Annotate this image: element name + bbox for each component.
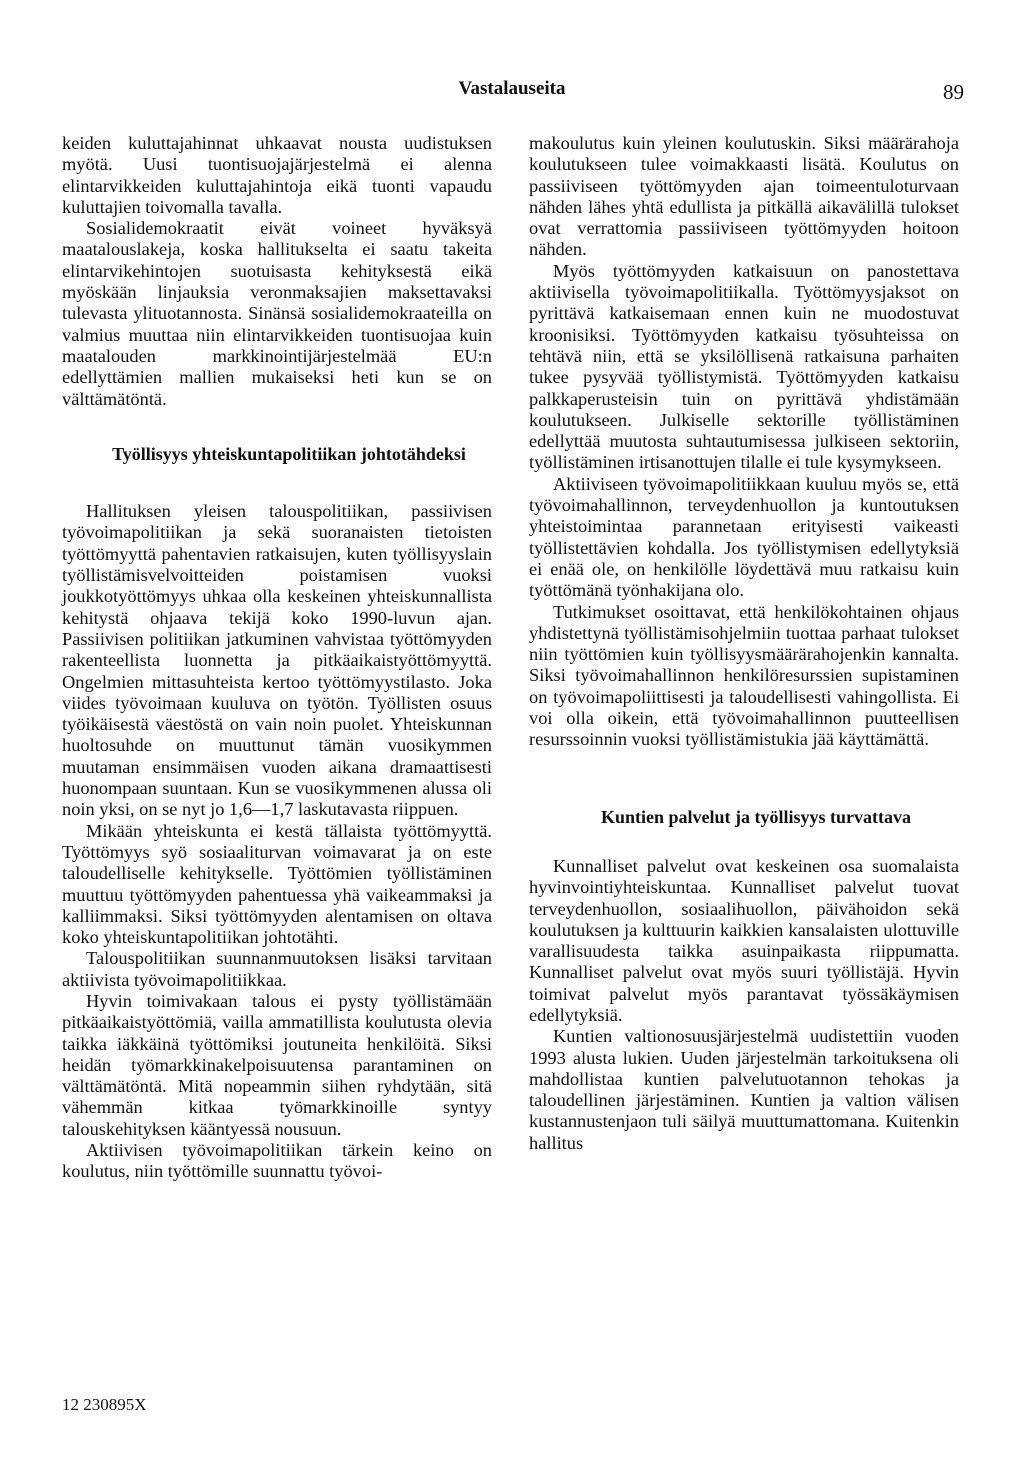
paragraph: Kunnalliset palvelut ovat keskeinen osa suomalaista hyvinvointiyhteiskuntaa. Kunnalliset palvelut tuovat terveydenhuollon, sosiaalihuollon, päivähoidon sekä koulutuksen ja kulttuurin kaikkien kansalaisten ulottuville varallisuudesta taikka asuinpaikasta riippumatta. Kunnalliset palvelut ovat myös suuri työllistäjä. Hyvin toimivat palvelut myös parantavat työssäkäymisen edellytyksiä. — [529, 855, 959, 1025]
paragraph: keiden kuluttajahinnat uhkaavat nousta uudistuksen myötä. Uusi tuontisuojajärjestelmä ei alenna elintarvikkeiden kuluttajahintoja eikä tuonti vapaudu kuluttajien toivomalla tavalla. — [62, 133, 492, 217]
paragraph: Talouspolitiikan suunnanmuutoksen lisäksi tarvitaan aktiivista työvoimapolitiikkaa. — [62, 948, 492, 990]
section-heading: Kuntien palvelut ja työllisyys turvattava — [600, 806, 911, 827]
paragraph: Aktiiviseen työvoimapolitiikkaan kuuluu myös se, että työvoimahallinnon, terveydenhuollon ja kuntoutuksen yhteistoimintaa parannetaan erityisesti vaikeasti työllistettävien kohdalla. Jos työllistymisen edellytyksiä ei enää ole, on henkilölle löydettävä muu ratkaisu kuin työttömänä työnhakijana olo. — [529, 473, 959, 601]
left-column — [62, 133, 492, 1183]
paragraph: Mikään yhteiskunta ei kestä tällaista työttömyyttä. Työttömyys syö sosiaaliturvan voimavarat ja on este taloudelliselle kehitykselle. Työttömien työllistäminen muuttuu työttömyyden pahentuessa yhä vaikeammaksi ja kalliimmaksi. Siksi työttömyyden alentamisen on oltava koko yhteiskuntapolitiikan johtotähti. — [62, 820, 492, 948]
paragraph: Hyvin toimivakaan talous ei pysty työllistämään pitkäaikaistyöttömiä, vailla ammatillista koulutusta olevia taikka iäkkäinä työttömiksi joutuneita henkilöitä. Siksi heidän työmarkkinakelpoisuutensa parantaminen on välttämätöntä. Mitä nopeammin siihen ryhdytään, sitä vähemmän kitkaa työmarkkinoille syntyy talouskehityksen kääntyessä nousuun. — [62, 990, 492, 1139]
paragraph: Aktiivisen työvoimapolitiikan tärkein keino on koulutus, niin työttömille suunnattu työvoi- — [62, 1140, 492, 1182]
running-header-title: Vastalauseita — [458, 78, 566, 99]
paragraph: Myös työttömyyden katkaisuun on panostettava aktiivisella työvoimapolitiikalla. Työttömyysjaksot on pyrittävä katkaisemaan ennen kuin ne muodostuvat kroonisiksi. Työttömyyden katkaisu työsuhteissa on tehtävä niin, että se yksilöllisenä ratkaisuna parhaiten tukee pysyvää työllistymistä. Työttömyyden katkaisu palkkaperusteisin tuin on pyrittävä yhdistämään koulutukseen. Julkiselle sektorille työllistäminen edellyttää muutosta suhtautumisessa julkiseen sektoriin, työllistäminen irtisanottujen tilalle ei tule kysymykseen. — [529, 260, 959, 473]
section-heading: Työllisyys yhteiskuntapolitiikan johtotähdeksi — [112, 443, 466, 464]
right-column — [529, 133, 959, 1154]
paragraph: Sosialidemokraatit eivät voineet hyväksyä maatalouslakeja, koska hallitukselta ei saatu takeita elintarvikehintojen suotuisasta kehityksestä eikä myöskään linjauksia veronmaksajien maksettavaksi tulevasta ylituotannosta. Sinänsä sosialidemokraateilla on valmius muuttaa niin elintarvikkeiden tuontisuojaa kuin maatalouden markkinointijärjestelmää EU:n edellyttämien mallien mukaiseksi heti kun se on välttämätöntä. — [62, 218, 492, 409]
paragraph: makoulutus kuin yleinen koulutuskin. Siksi määrärahoja koulutukseen tulee voimakkaasti lisätä. Koulutus on passiiviseen työttömyyden ajan toimeentuloturvaan nähden lähes yhtä edullista ja pitkällä aikavälillä tulokset ovat verrattomia passiiviseen työttömyyden hoitoon nähden. — [529, 133, 959, 260]
paragraph: Kuntien valtionosuusjärjestelmä uudistettiin vuoden 1993 alusta lukien. Uuden järjestelmän tarkoituksena oli mahdollistaa kuntien palvelutuotannon tehokas ja taloudellinen järjestäminen. Kuntien ja valtion välisen kustannustenjaon tuli säilyä muuttumattomana. Kuitenkin hallitus — [529, 1026, 959, 1153]
paragraph: Hallituksen yleisen talouspolitiikan, passiivisen työvoimapolitiikan ja sekä suoranaisten tietoisten työttömyyttä pahentavien ratkaisujen, kuten työllisyyslain työllistämisvelvoitteiden poistamisen vuoksi joukkotyöttömyys uhkaa olla keskeinen yhteiskunnallista kehitystä ohjaava tekijä koko 1990-luvun ajan. Passiivisen politiikan jatkuminen vahvistaa työttömyyden rakenteellista luonnetta ja pitkäaikaistyöttömyyttä. Ongelmien mittasuhteista kertoo työttömyystilasto. Joka viides työvoimaan kuuluva on työtön. Työllisten osuus työikäisestä väestöstä on vain noin puolet. Yhteiskunnan huoltosuhde on muuttunut tämän vuosikymmen muutaman ensimmäisen vuoden aikana dramaattisesti huonompaan suuntaan. Kun se vuosikymmenen alussa oli noin yksi, on se nyt jo 1,6—1,7 laskutavasta riippuen. — [62, 501, 492, 820]
footer-print-code: 12 230895X — [62, 1395, 147, 1414]
paragraph: Tutkimukset osoittavat, että henkilökohtainen ohjaus yhdistettynä työllistämisohjelmiin tuottaa parhaat tulokset niin työttömien kuin työllisyysmäärärahojenkin kannalta. Siksi työvoimahallinnon henkilöresurssien supistaminen on työvoimapoliittisesti ja taloudellisesti vahingollista. Ei voi olla oikein, että työvoimahallinnon puutteellisen resurssoinnin vuoksi työllistämistukia jää käyttämättä. — [529, 601, 959, 750]
page-number: 89 — [943, 80, 964, 104]
